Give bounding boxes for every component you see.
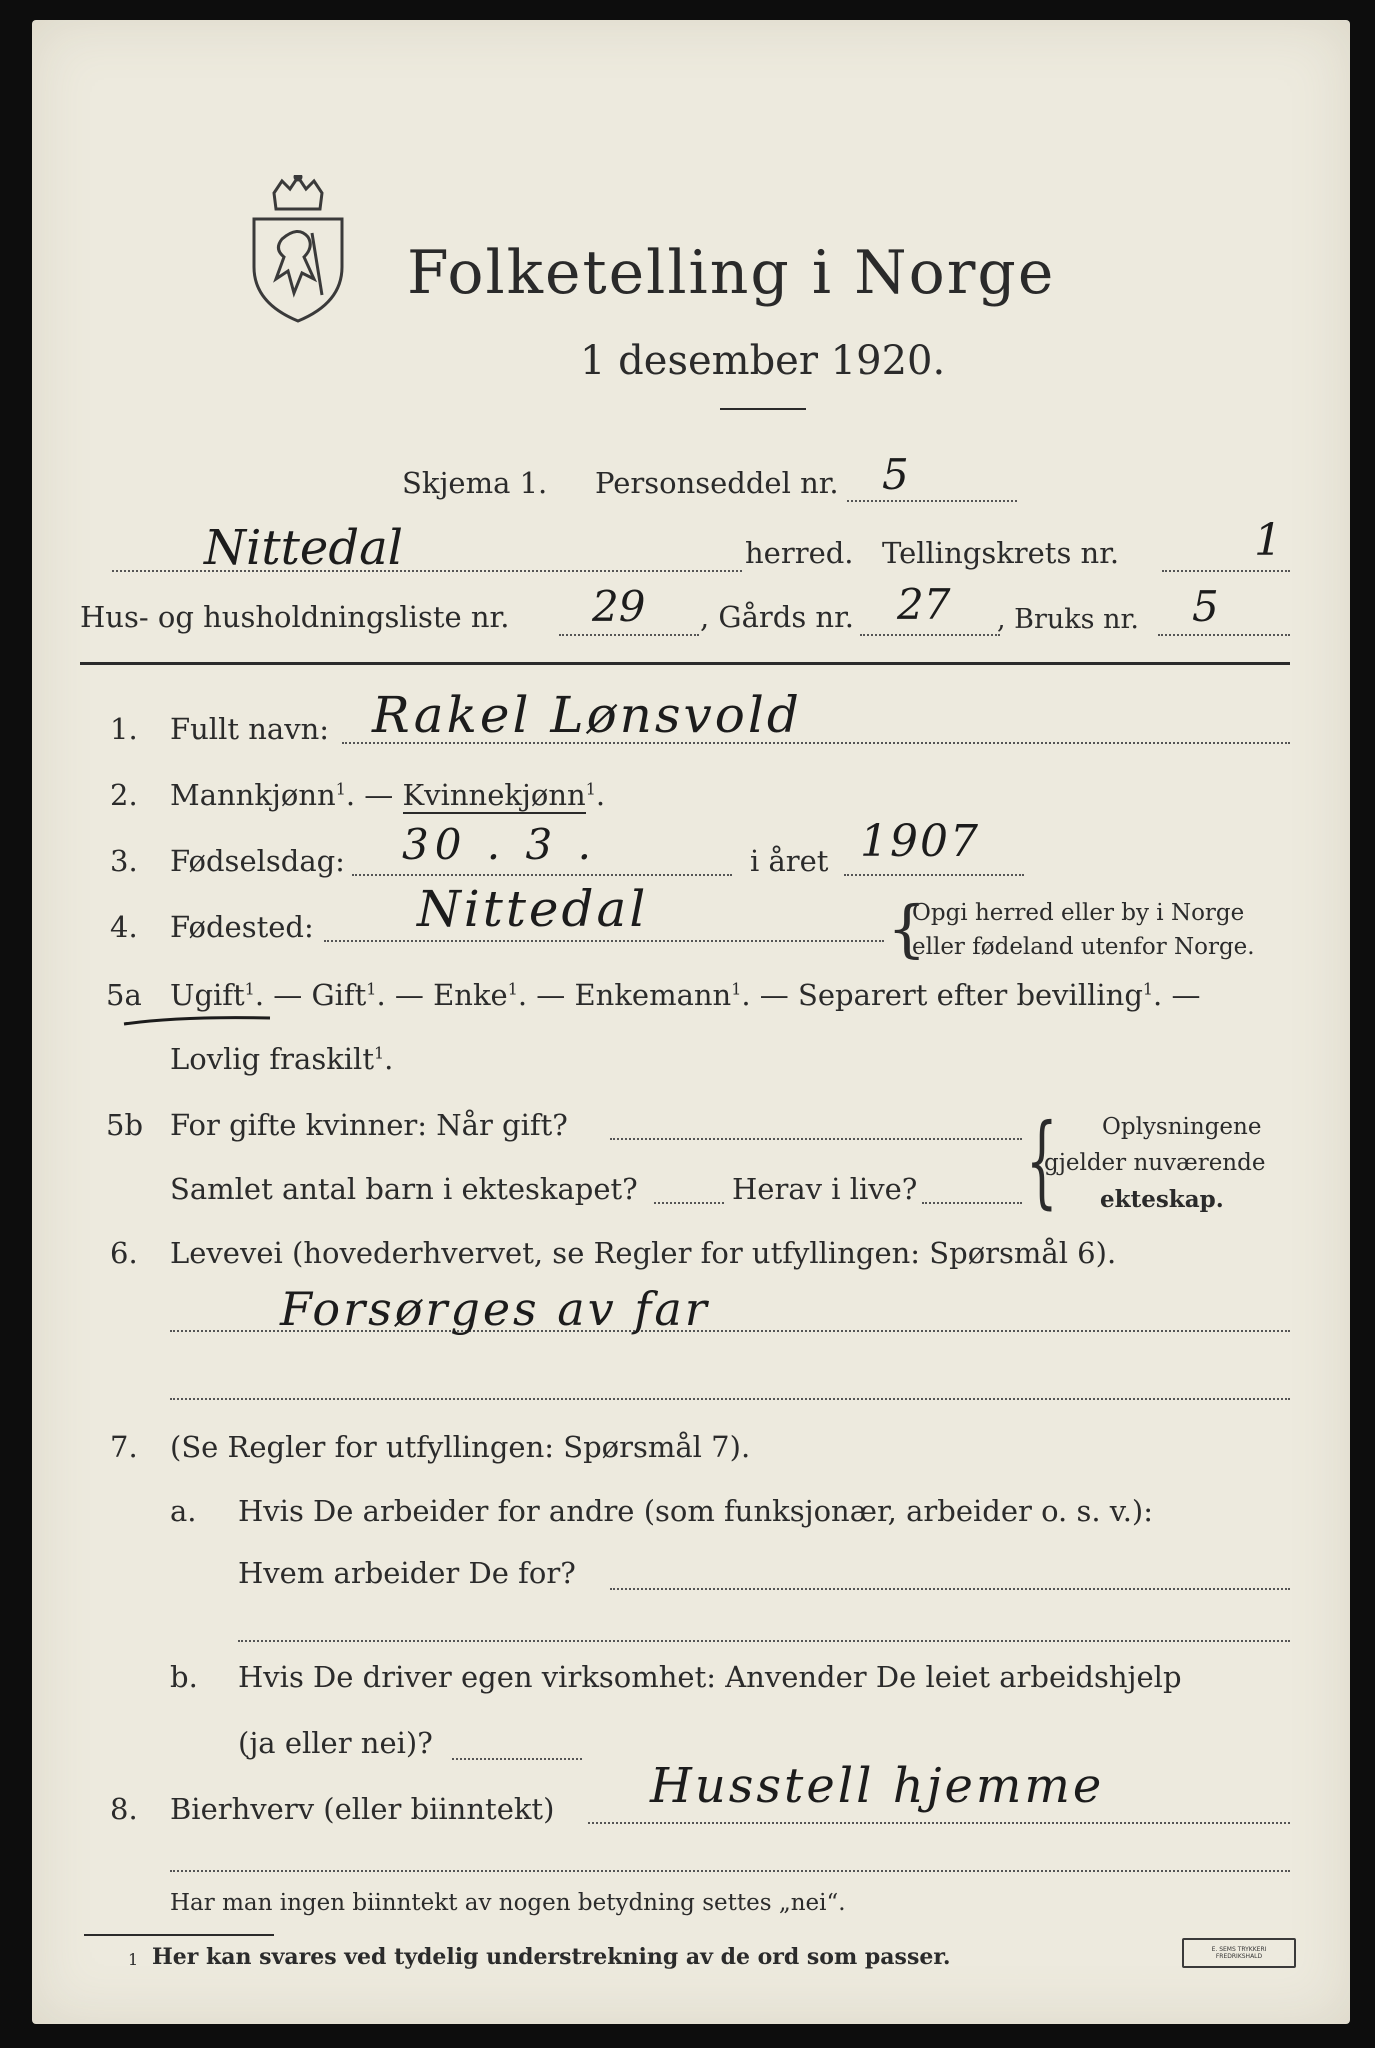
q6-label: Levevei (hovederhvervet, se Regler for utfyllingen: Spørsmål 6). — [170, 1236, 1117, 1270]
q7a-question: Hvis De arbeider for andre (som funksjonær, arbeider o. s. v.): — [238, 1494, 1154, 1528]
q7b-letter: b. — [170, 1660, 198, 1694]
q5a-mark-5: 1 — [1142, 979, 1154, 999]
census-date: 1 desember 1920. — [580, 338, 946, 384]
husliste-value[interactable]: 29 — [592, 582, 646, 631]
q4-number: 4. — [110, 910, 138, 944]
husliste-line — [559, 634, 699, 636]
q1-number: 1. — [110, 712, 138, 746]
q4-label: Fødested: — [170, 910, 314, 944]
form-title: Folketelling i Norge — [407, 238, 1056, 308]
q2-number: 2. — [110, 778, 138, 812]
q7a-letter: a. — [170, 1494, 197, 1528]
q6-livelihood-value[interactable]: Forsørges av far — [280, 1282, 710, 1336]
footnote-divider — [84, 1934, 274, 1936]
q8-side-income-value[interactable]: Husstell hjemme — [650, 1758, 1105, 1814]
q5a-number: 5a — [106, 978, 142, 1012]
q5b-alive-line — [922, 1202, 1022, 1204]
q1-label: Fullt navn: — [170, 712, 330, 746]
tellingskrets-line — [1162, 570, 1290, 572]
q3-year-line — [844, 874, 1024, 876]
schema-label: Skjema 1. — [402, 466, 548, 500]
q2-kvinnekjonn[interactable]: Kvinnekjønn — [402, 778, 586, 812]
q5b-note-line3: ekteskap. — [1100, 1186, 1224, 1213]
q5b-note-brace: { — [1025, 1102, 1058, 1219]
q4-note-line2: eller fødeland utenfor Norge. — [912, 934, 1255, 960]
q5a-options-line2 — [170, 1042, 393, 1076]
q3-year-value[interactable]: 1907 — [860, 816, 980, 867]
q5a-end: . — — [1153, 978, 1201, 1012]
gards-value[interactable]: 27 — [897, 580, 951, 629]
q5a-lovlig-fraskilt[interactable]: Lovlig fraskilt — [170, 1042, 374, 1076]
bruks-value[interactable]: 5 — [1192, 582, 1219, 631]
q5a-line2-end: . — [384, 1042, 394, 1076]
q1-full-name-value[interactable]: Rakel Lønsvold — [372, 686, 802, 744]
q5a-mark-2: 1 — [366, 979, 377, 999]
q7a-employer-line — [610, 1588, 1290, 1590]
q5b-children-label: Samlet antal barn i ekteskapet? — [170, 1172, 638, 1206]
q5a-enkemann[interactable]: . — Enkemann — [517, 978, 732, 1012]
q5a-separert[interactable]: . — Separert efter bevilling — [741, 978, 1143, 1012]
footnote-text: Her kan svares ved tydelig understrekning av de ord som passer. — [152, 1944, 951, 1970]
tellingskrets-label: Tellingskrets nr. — [882, 536, 1120, 570]
q4-line — [324, 940, 884, 942]
q5b-married-line — [610, 1138, 1022, 1140]
q5a-mark-1: 1 — [244, 979, 255, 999]
nei-note: Har man ingen biinntekt av nogen betydning settes „nei“. — [170, 1890, 846, 1916]
q2-footnote-mark-2: 1 — [585, 779, 596, 799]
q2-mannkjonn[interactable]: Mannkjønn — [170, 778, 336, 812]
norwegian-coat-of-arms-icon — [242, 175, 354, 325]
q5b-note-line1: Oplysningene — [1102, 1114, 1262, 1140]
q4-note-line1: Opgi herred eller by i Norge — [912, 900, 1245, 926]
ugift-underline-mark — [120, 1010, 280, 1030]
q6-line2 — [170, 1398, 1290, 1400]
q2-footnote-mark-1: 1 — [335, 779, 346, 799]
q5b-number: 5b — [106, 1108, 144, 1142]
q7-label: (Se Regler for utfyllingen: Spørsmål 7). — [170, 1430, 751, 1464]
q5b-children-line — [654, 1202, 724, 1204]
q7a-line2 — [238, 1640, 1290, 1642]
q8-number: 8. — [110, 1792, 138, 1826]
q8-line2 — [170, 1870, 1290, 1872]
q5b-alive-label: Herav i live? — [732, 1172, 918, 1206]
bruks-line — [1158, 634, 1290, 636]
tellingskrets-value[interactable]: 1 — [1254, 515, 1282, 566]
q3-number: 3. — [110, 844, 138, 878]
q2-end: . — [595, 778, 606, 812]
q7b-answer-line — [452, 1758, 582, 1760]
printer-stamp — [1182, 1938, 1296, 1968]
bruks-label: , Bruks nr. — [997, 604, 1140, 635]
q3-day-line — [352, 874, 732, 876]
q5a-options-line1 — [170, 978, 1200, 1012]
gards-label: , Gårds nr. — [700, 600, 854, 634]
q7b-ja-nei-label: (ja eller nei)? — [238, 1726, 433, 1760]
personseddel-value[interactable]: 5 — [882, 450, 909, 499]
q3-birthday-value[interactable]: 30 . 3 . — [402, 820, 597, 869]
q7a-employer-label: Hvem arbeider De for? — [238, 1556, 576, 1590]
q5a-mark-4: 1 — [731, 979, 742, 999]
q2-gender-options — [170, 778, 605, 812]
personseddel-line — [847, 500, 1017, 502]
gards-line — [860, 634, 1000, 636]
q8-line — [588, 1822, 1290, 1824]
q4-birthplace-value[interactable]: Nittedal — [417, 880, 649, 938]
q5b-line1: For gifte kvinner: Når gift? — [170, 1108, 568, 1142]
personseddel-label: Personseddel nr. — [595, 466, 839, 500]
q8-label: Bierhverv (eller biinntekt) — [170, 1792, 555, 1826]
herred-value[interactable]: Nittedal — [204, 520, 404, 576]
q5a-mark-6: 1 — [373, 1043, 385, 1063]
q2-separator: . — — [345, 778, 403, 812]
q7-number: 7. — [110, 1430, 138, 1464]
census-form-sheet — [32, 20, 1350, 2024]
title-divider — [720, 408, 806, 410]
q6-number: 6. — [110, 1236, 138, 1270]
q3-year-label: i året — [750, 844, 829, 878]
q3-label: Fødselsdag: — [170, 844, 345, 878]
husliste-label: Hus- og husholdningsliste nr. — [80, 600, 510, 634]
header-separator — [80, 662, 1290, 665]
q5a-ugift[interactable]: Ugift — [170, 978, 245, 1012]
q5a-enke[interactable]: . — Enke — [376, 978, 508, 1012]
herred-label: herred. — [745, 536, 854, 570]
q7b-question: Hvis De driver egen virksomhet: Anvender De leiet arbeidshjelp — [238, 1660, 1182, 1694]
q5a-mark-3: 1 — [507, 979, 518, 999]
q5a-gift[interactable]: . — Gift — [254, 978, 367, 1012]
q4-note-brace: { — [887, 892, 927, 965]
q5b-note-line2: gjelder nuværende — [1044, 1150, 1266, 1176]
footnote-mark: 1 — [128, 1950, 139, 1969]
printer-stamp-text: E. SEMS TRYKKERI FREDRIKSHALD — [1211, 1946, 1267, 1960]
